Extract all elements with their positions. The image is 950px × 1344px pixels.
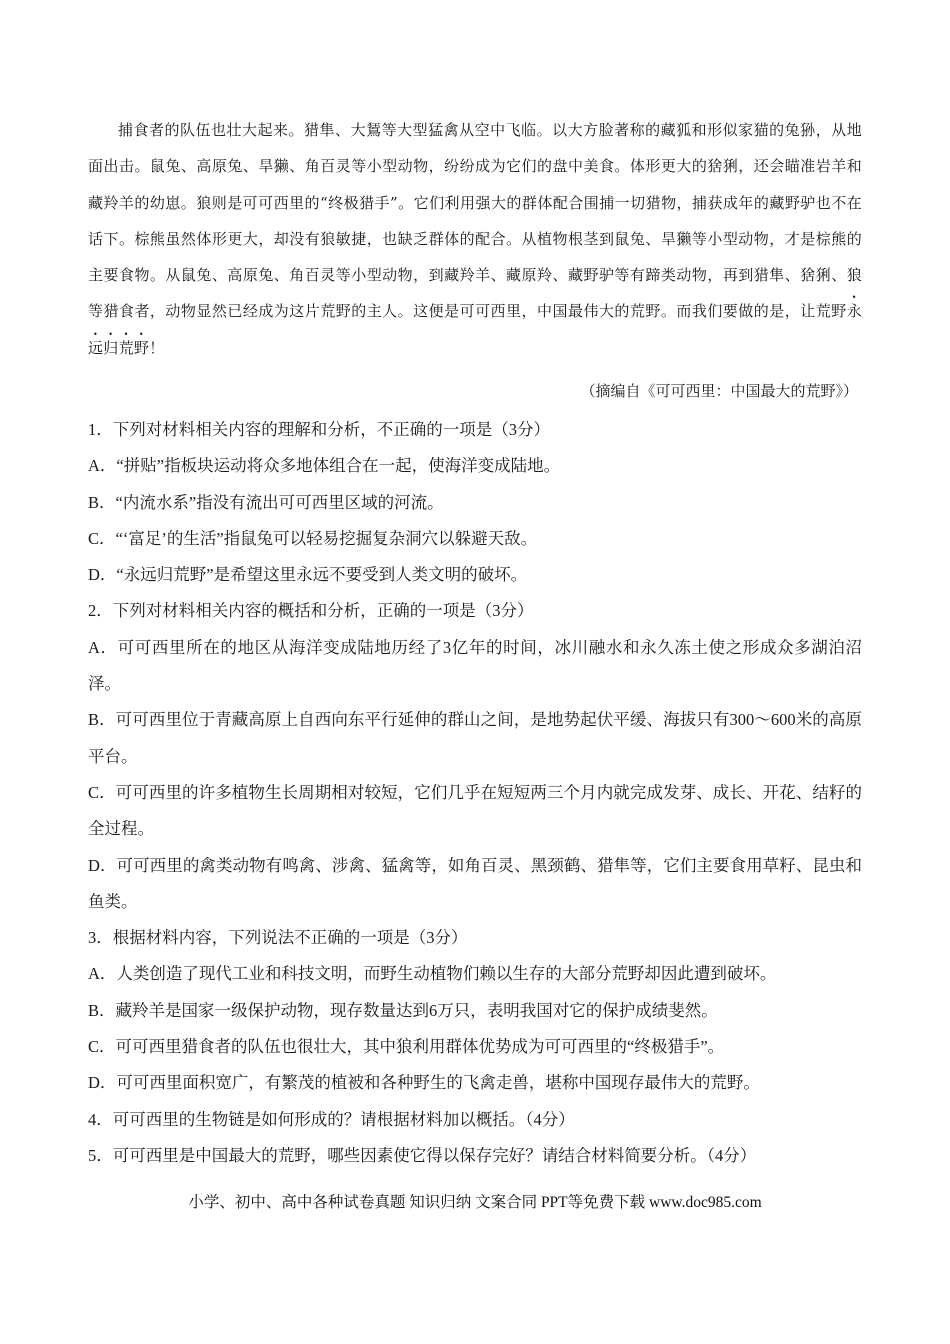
passage-source: （摘编自《可可西里：中国最大的荒野》） (580, 382, 858, 400)
question-1-option-c: C．“‘富足’的生活”指鼠兔可以轻易挖掘复杂洞穴以躲避天敌。 (88, 528, 538, 548)
question-2-option-b: B．可可西里位于青藏高原上自西向东平行延伸的群山之间，是地势起伏平缓、海拔只有300～600米的高原平台。 (88, 710, 862, 766)
question-2-option-d: D．可可西里的禽类动物有鸣禽、涉禽、猛禽等，如角百灵、黑颈鹤、猎隼等，它们主要食用草籽、昆虫和鱼类。 (88, 855, 862, 911)
question-1-option-a: A．“拼贴”指板块运动将众多地体组合在一起，使海洋变成陆地。 (88, 456, 561, 476)
question-1-option-b: B．“内流水系”指没有流出可可西里区域的河流。 (88, 492, 444, 512)
page-footer: 小学、初中、高中各种试卷真题 知识归纳 文案合同 PPT等免费下载 www.doc985.com (188, 1194, 762, 1211)
question-3-option-a: A．人类创造了现代工业和科技文明，而野生动植物们赖以生存的大部分荒野却因此遭到破坏。 (88, 964, 777, 984)
question-4-stem: 4．可可西里的生物链是如何形成的？请根据材料加以概括。（4分） (88, 1109, 575, 1129)
question-1-option-d: D．“永远归荒野”是希望这里永远不要受到人类文明的破坏。 (88, 565, 528, 585)
passage-emphasis: 永远归荒野 (88, 302, 862, 357)
question-2-option-a: A．可可西里所在的地区从海洋变成陆地历经了3亿年的时间，冰川融水和永久冻土使之形成众多湖泊沼泽。 (88, 637, 862, 694)
passage-text: 捕食者的队伍也壮大起来。猎隼、大鵟等大型猛禽从空中飞临。以大方脸著称的藏狐和形似家猫的兔狲，从地面出击。鼠兔、高原兔、旱獭、角百灵等小型动物，纷纷成为它们的盘中美食。体形更大的猞猁，还会瞄准岩羊和藏羚羊的幼崽。狼则是可可西里的“终极猎手”。它们利用强大的群体配合围捕一切猎物，捕获成年的藏野驴也不在话下。棕熊虽然体形更大，却没有狼敏捷，也缺乏群体的配合。从植物根茎到鼠兔、旱獭等小型动物，才是棕熊的主要食物。从鼠兔、高原兔、角百灵等小型动物，到藏羚羊、藏原羚、藏野驴等有蹄类动物，再到猎隼、猞猁、狼等猎食者，动物显然已经成为这片荒野的主人。这便是可可西里，中国最伟大的荒野。而我们要做的是，让荒野 (88, 121, 862, 321)
question-3-stem: 3．根据材料内容，下列说法不正确的一项是（3分） (88, 928, 468, 948)
question-1-stem: 1．下列对材料相关内容的理解和分析，不正确的一项是（3分） (88, 420, 550, 439)
question-2-option-c: C．可可西里的许多植物生长周期相对较短，它们几乎在短短两三个月内就完成发芽、成长、开花、结籽的全过程。 (88, 782, 862, 839)
question-3-option-d: D．可可西里面积宽广，有繁茂的植被和各种野生的飞禽走兽，堪称中国现存最伟大的荒野。 (88, 1073, 760, 1093)
question-3-option-c: C．可可西里猎食者的队伍也很壮大，其中狼利用群体优势成为可可西里的“终极猎手”。 (88, 1037, 725, 1057)
question-3-option-b: B．藏羚羊是国家一级保护动物，现存数量达到6万只，表明我国对它的保护成绩斐然。 (88, 1000, 718, 1020)
question-5-stem: 5．可可西里是中国最大的荒野，哪些因素使它得以保存完好？请结合材料简要分析。（4分） (88, 1145, 757, 1165)
passage-paragraph (88, 112, 862, 366)
passage-end: ！ (149, 338, 165, 357)
questions (88, 412, 862, 1174)
question-2-stem: 2．下列对材料相关内容的概括和分析，正确的一项是（3分） (88, 601, 534, 621)
